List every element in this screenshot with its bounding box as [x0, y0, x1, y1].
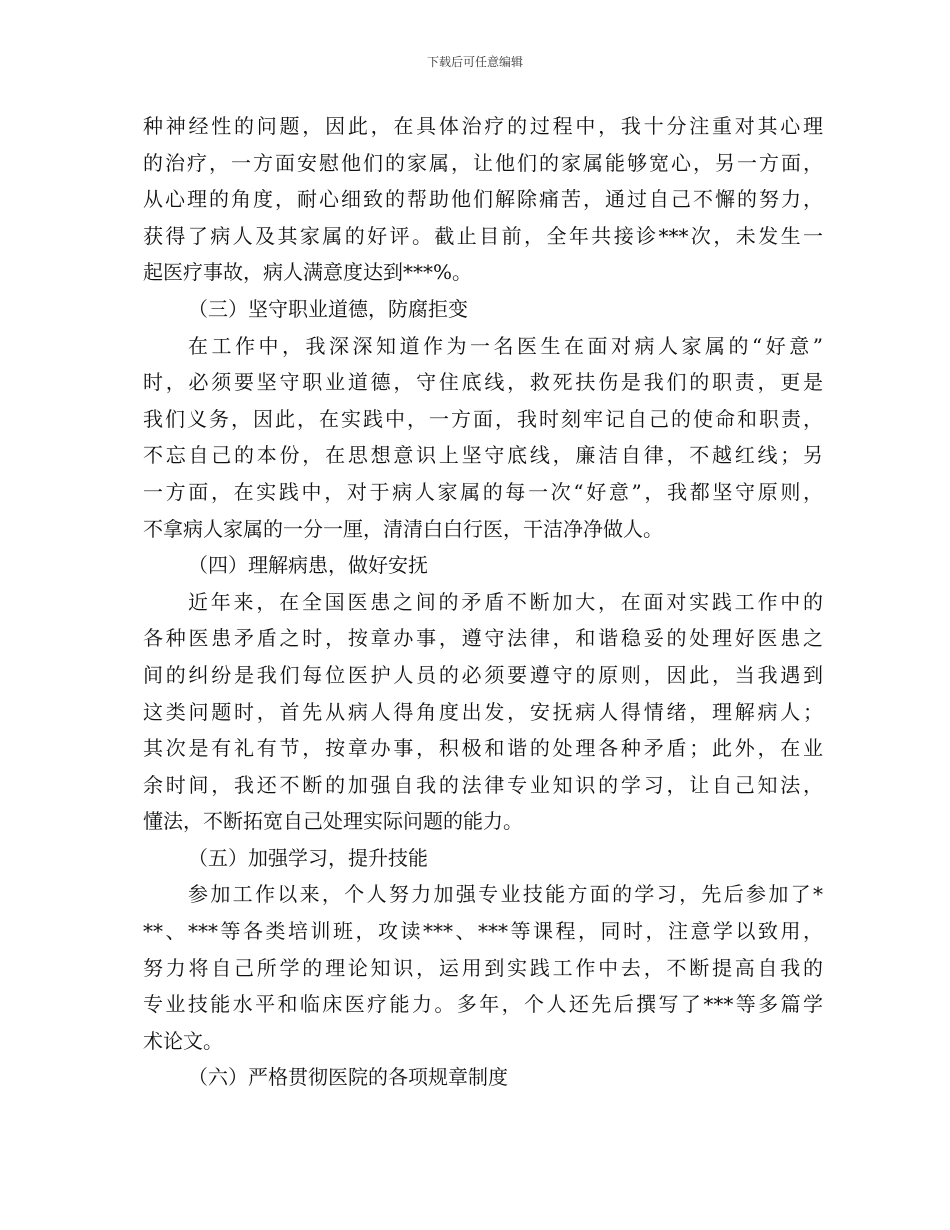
document-body [143, 108, 823, 1096]
section-heading: （六）严格贯彻医院的各项规章制度 [188, 1065, 508, 1090]
section-heading: （五）加强学习，提升技能 [188, 845, 428, 870]
text-line: 不忘自己的本份，在思想意识上坚守底线，廉洁自律，不越红线；另 [143, 443, 823, 468]
text-line: 获得了病人及其家属的好评。截止目前，全年共接诊***次，未发生一 [143, 223, 823, 248]
text-line: 参加工作以来，个人努力加强专业技能方面的学习，先后参加了* [188, 882, 823, 907]
text-line: 余时间，我还不断的加强自我的法律专业知识的学习，让自己知法， [143, 772, 823, 797]
text-line: 近年来，在全国医患之间的矛盾不断加大，在面对实践工作中的 [188, 589, 823, 614]
text-line: 各种医患矛盾之时，按章办事，遵守法律，和谐稳妥的处理好医患之 [143, 626, 823, 651]
text-line: 一方面，在实践中，对于病人家属的每一次“好意”，我都坚守原则， [143, 479, 823, 504]
text-line: 这类问题时，首先从病人得角度出发，安抚病人得情绪，理解病人； [143, 699, 823, 724]
text-line: 从心理的角度，耐心细致的帮助他们解除痛苦，通过自己不懈的努力， [143, 187, 823, 212]
text-line: 懂法，不断拓宽自己处理实际问题的能力。 [143, 809, 523, 834]
text-line: 努力将自己所学的理论知识，运用到实践工作中去，不断提高自我的 [143, 955, 823, 980]
page-header: 下载后可任意编辑 [426, 55, 523, 69]
text-line: 专业技能水平和临床医疗能力。多年，个人还先后撰写了***等多篇学 [143, 992, 823, 1017]
text-line: 的治疗，一方面安慰他们的家属，让他们的家属能够宽心，另一方面， [143, 150, 823, 175]
text-line: **、***等各类培训班，攻读***、***等课程，同时，注意学以致用， [143, 919, 823, 944]
text-line: 间的纠纷是我们每位医护人员的必须要遵守的原则，因此，当我遇到 [143, 662, 823, 687]
text-line: 我们义务，因此，在实践中，一方面，我时刻牢记自己的使命和职责， [143, 406, 823, 431]
text-line: 不拿病人家属的一分一厘，清清白白行医，干洁净净做人。 [143, 516, 663, 541]
section-heading: （三）坚守职业道德，防腐拒变 [188, 296, 468, 321]
text-line: 起医疗事故，病人满意度达到***%。 [143, 260, 473, 285]
text-line: 其次是有礼有节，按章办事，积极和谐的处理各种矛盾；此外，在业 [143, 736, 823, 761]
text-line: 在工作中，我深深知道作为一名医生在面对病人家属的“好意” [188, 333, 823, 358]
text-line: 术论文。 [143, 1028, 223, 1053]
text-line: 时，必须要坚守职业道德，守住底线，救死扶伤是我们的职责，更是 [143, 370, 823, 395]
text-line: 种神经性的问题，因此，在具体治疗的过程中，我十分注重对其心理 [143, 114, 823, 138]
section-heading: （四）理解病患，做好安抚 [188, 553, 428, 578]
